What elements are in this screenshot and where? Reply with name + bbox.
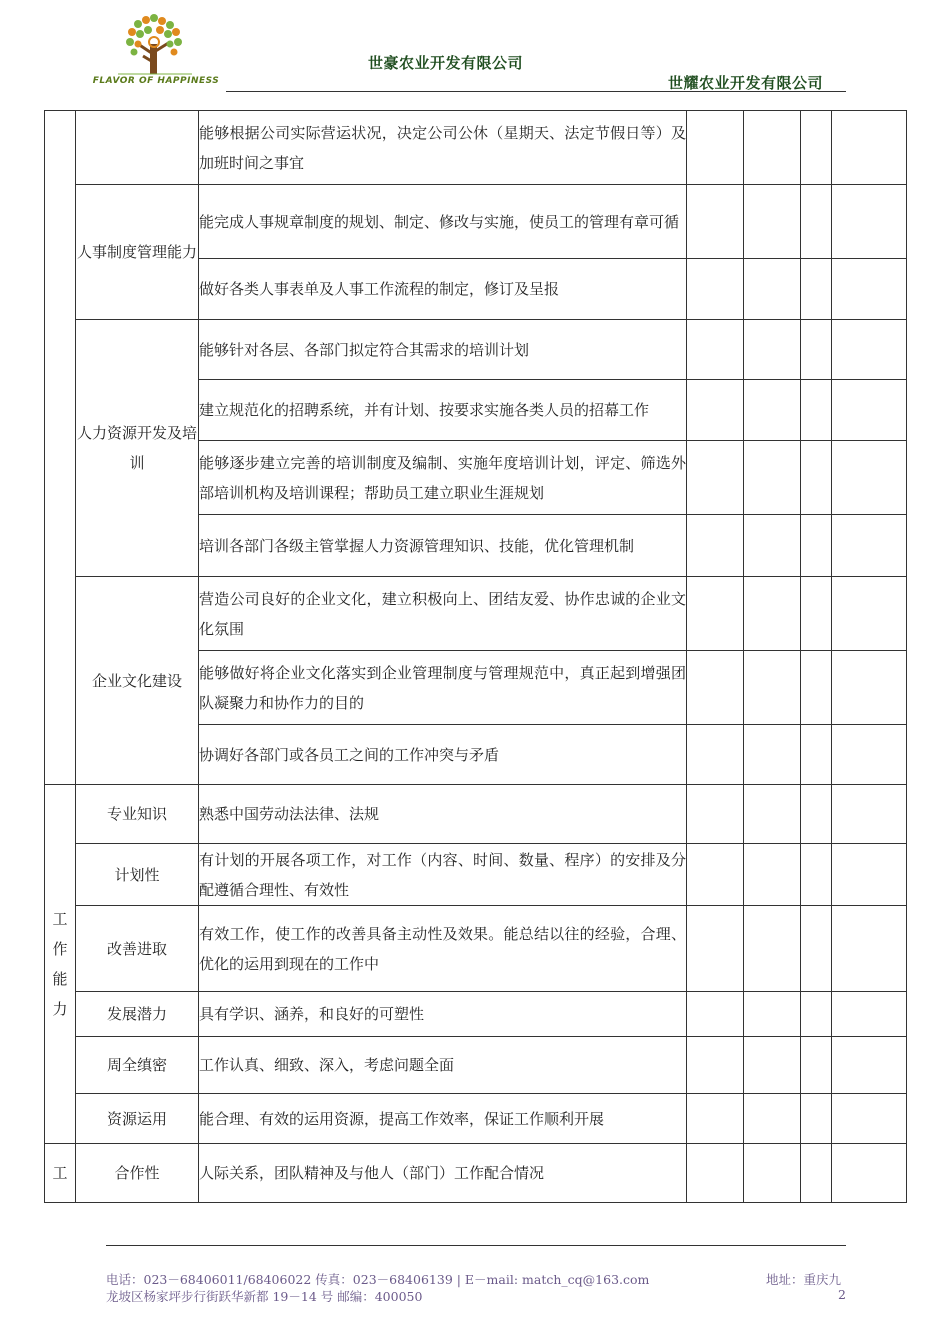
company-logo [88, 14, 224, 94]
score-cell[interactable] [801, 651, 832, 725]
category-cell [45, 1144, 76, 1203]
score-cell[interactable] [687, 259, 744, 320]
score-cell[interactable] [801, 725, 832, 785]
subcategory-cell [76, 1037, 199, 1094]
score-cell[interactable] [687, 844, 744, 906]
company-name-center: 世豪农业开发有限公司 [368, 54, 524, 72]
score-cell[interactable] [801, 785, 832, 844]
criteria-cell: 人际关系，团队精神及与他人（部门）工作配合情况 [199, 1144, 687, 1203]
score-cell[interactable] [832, 1037, 907, 1094]
subcategory-cell [76, 992, 199, 1037]
score-cell[interactable] [687, 111, 744, 185]
subcategory-label: 企业文化建设 [91, 671, 182, 690]
subcategory-label: 发展潜力 [106, 1005, 167, 1023]
score-cell[interactable] [832, 785, 907, 844]
score-cell[interactable] [801, 185, 832, 259]
subcategory-cell [76, 577, 199, 785]
score-cell[interactable] [744, 111, 801, 185]
table-row [45, 1144, 907, 1203]
score-cell[interactable] [687, 1144, 744, 1203]
score-cell[interactable] [687, 441, 744, 515]
score-cell[interactable] [801, 577, 832, 651]
table-row [45, 844, 907, 906]
score-cell[interactable] [744, 992, 801, 1037]
company-name-right: 世耀农业开发有限公司 [668, 74, 824, 92]
subcategory-label: 人力资源开发及培训 [76, 424, 197, 472]
score-cell[interactable] [832, 577, 907, 651]
criteria-cell: 建立规范化的招聘系统，并有计划、按要求实施各类人员的招幕工作 [199, 380, 687, 441]
footer-contact: 电话：023－68406011/68406022 传真：023－68406139 | E－mail: match_cq@163.com [106, 1272, 650, 1287]
score-cell[interactable] [832, 844, 907, 906]
score-cell[interactable] [832, 1094, 907, 1144]
footer-address-label: 地址：重庆九 [766, 1272, 842, 1287]
score-cell[interactable] [832, 906, 907, 992]
table-row [45, 992, 907, 1037]
score-cell[interactable] [832, 320, 907, 380]
score-cell[interactable] [832, 992, 907, 1037]
score-cell[interactable] [687, 906, 744, 992]
score-cell[interactable] [832, 441, 907, 515]
table-row [45, 1037, 907, 1094]
score-cell[interactable] [744, 577, 801, 651]
page-number: 2 [838, 1287, 846, 1302]
table-row [45, 785, 907, 844]
criteria-cell: 能合理、有效的运用资源，提高工作效率，保证工作顺利开展 [199, 1094, 687, 1144]
subcategory-label: 资源运用 [106, 1109, 167, 1128]
score-cell[interactable] [801, 111, 832, 185]
criteria-cell: 有计划的开展各项工作，对工作（内容、时间、数量、程序）的安排及分配遵循合理性、有效性 [199, 844, 687, 906]
header-divider [226, 91, 846, 92]
score-cell[interactable] [687, 785, 744, 844]
footer-divider [106, 1245, 846, 1246]
subcategory-label: 合作性 [114, 1164, 160, 1182]
score-cell[interactable] [687, 515, 744, 577]
score-cell[interactable] [801, 320, 832, 380]
criteria-cell: 能够逐步建立完善的培训制度及编制、实施年度培训计划，评定、筛选外部培训机构及培训课程；帮助员工建立职业生涯规划 [199, 441, 687, 515]
score-cell[interactable] [744, 1037, 801, 1094]
score-cell[interactable] [744, 906, 801, 992]
score-cell[interactable] [832, 1144, 907, 1203]
score-cell[interactable] [801, 992, 832, 1037]
tree-logo-icon [88, 14, 224, 76]
table-row [45, 577, 907, 651]
score-cell[interactable] [801, 1037, 832, 1094]
score-cell[interactable] [832, 651, 907, 725]
score-cell[interactable] [801, 259, 832, 320]
category-label: 工 [52, 1164, 68, 1182]
score-cell[interactable] [801, 441, 832, 515]
score-cell[interactable] [687, 320, 744, 380]
subcategory-cell [76, 785, 199, 844]
score-cell[interactable] [687, 577, 744, 651]
score-cell[interactable] [744, 785, 801, 844]
score-cell[interactable] [801, 515, 832, 577]
score-cell[interactable] [801, 1094, 832, 1144]
criteria-cell: 能够做好将企业文化落实到企业管理制度与管理规范中，真正起到增强团队凝聚力和协作力的目的 [199, 651, 687, 725]
score-cell[interactable] [744, 1094, 801, 1144]
score-cell[interactable] [832, 515, 907, 577]
score-cell[interactable] [832, 725, 907, 785]
subcategory-label: 专业知识 [106, 805, 167, 823]
criteria-cell: 熟悉中国劳动法法律、法规 [199, 785, 687, 844]
table-row [45, 906, 907, 992]
score-cell[interactable] [744, 515, 801, 577]
score-cell[interactable] [687, 1094, 744, 1144]
evaluation-table [44, 110, 907, 1203]
table-row [45, 185, 907, 259]
criteria-cell: 能够针对各层、各部门拟定符合其需求的培训计划 [199, 320, 687, 380]
score-cell[interactable] [801, 380, 832, 441]
criteria-cell: 能够根据公司实际营运状况，决定公司公休（星期天、法定节假日等）及加班时间之事宜 [199, 111, 687, 185]
subcategory-cell [76, 1144, 199, 1203]
subcategory-cell [76, 320, 199, 577]
category-cell [45, 111, 76, 785]
logo-text: FLAVOR OF HAPPINESS [92, 76, 220, 86]
subcategory-label: 周全缜密 [106, 1056, 167, 1074]
score-cell[interactable] [744, 844, 801, 906]
score-cell[interactable] [832, 185, 907, 259]
score-cell[interactable] [744, 1144, 801, 1203]
score-cell[interactable] [687, 185, 744, 259]
score-cell[interactable] [687, 725, 744, 785]
table-row [45, 1094, 907, 1144]
score-cell[interactable] [801, 906, 832, 992]
subcategory-label: 计划性 [114, 865, 160, 884]
subcategory-label: 改善进取 [106, 939, 167, 958]
criteria-cell: 做好各类人事表单及人事工作流程的制定，修订及呈报 [199, 259, 687, 320]
score-cell[interactable] [744, 185, 801, 259]
score-cell[interactable] [744, 441, 801, 515]
subcategory-label: 人事制度管理能力 [76, 243, 197, 261]
score-cell[interactable] [744, 380, 801, 441]
score-cell[interactable] [801, 844, 832, 906]
criteria-cell: 具有学识、涵养，和良好的可塑性 [199, 992, 687, 1037]
score-cell[interactable] [687, 380, 744, 441]
subcategory-cell [76, 111, 199, 185]
score-cell[interactable] [744, 320, 801, 380]
category-cell [45, 785, 76, 1144]
score-cell[interactable] [687, 992, 744, 1037]
score-cell[interactable] [744, 651, 801, 725]
score-cell[interactable] [832, 111, 907, 185]
criteria-cell: 工作认真、细致、深入，考虑问题全面 [199, 1037, 687, 1094]
score-cell[interactable] [744, 259, 801, 320]
subcategory-cell [76, 185, 199, 320]
criteria-cell: 营造公司良好的企业文化，建立积极向上、团结友爱、协作忠诚的企业文化氛围 [199, 577, 687, 651]
table-row [45, 111, 907, 185]
score-cell[interactable] [801, 1144, 832, 1203]
subcategory-cell [76, 844, 199, 906]
criteria-cell: 培训各部门各级主管掌握人力资源管理知识、技能，优化管理机制 [199, 515, 687, 577]
score-cell[interactable] [832, 259, 907, 320]
score-cell[interactable] [744, 725, 801, 785]
subcategory-cell [76, 1094, 199, 1144]
score-cell[interactable] [832, 380, 907, 441]
footer-address-line: 龙坡区杨家坪步行街跃华新都 19－14 号 邮编：400050 [106, 1289, 423, 1304]
score-cell[interactable] [687, 1037, 744, 1094]
score-cell[interactable] [687, 651, 744, 725]
criteria-cell: 能完成人事规章制度的规划、制定、修改与实施，使员工的管理有章可循 [199, 185, 687, 259]
table-row [45, 320, 907, 380]
criteria-cell: 有效工作，使工作的改善具备主动性及效果。能总结以往的经验，合理、优化的运用到现在的工作中 [199, 906, 687, 992]
criteria-cell: 协调好各部门或各员工之间的工作冲突与矛盾 [199, 725, 687, 785]
subcategory-cell [76, 906, 199, 992]
category-label: 工作能力 [52, 910, 68, 1018]
